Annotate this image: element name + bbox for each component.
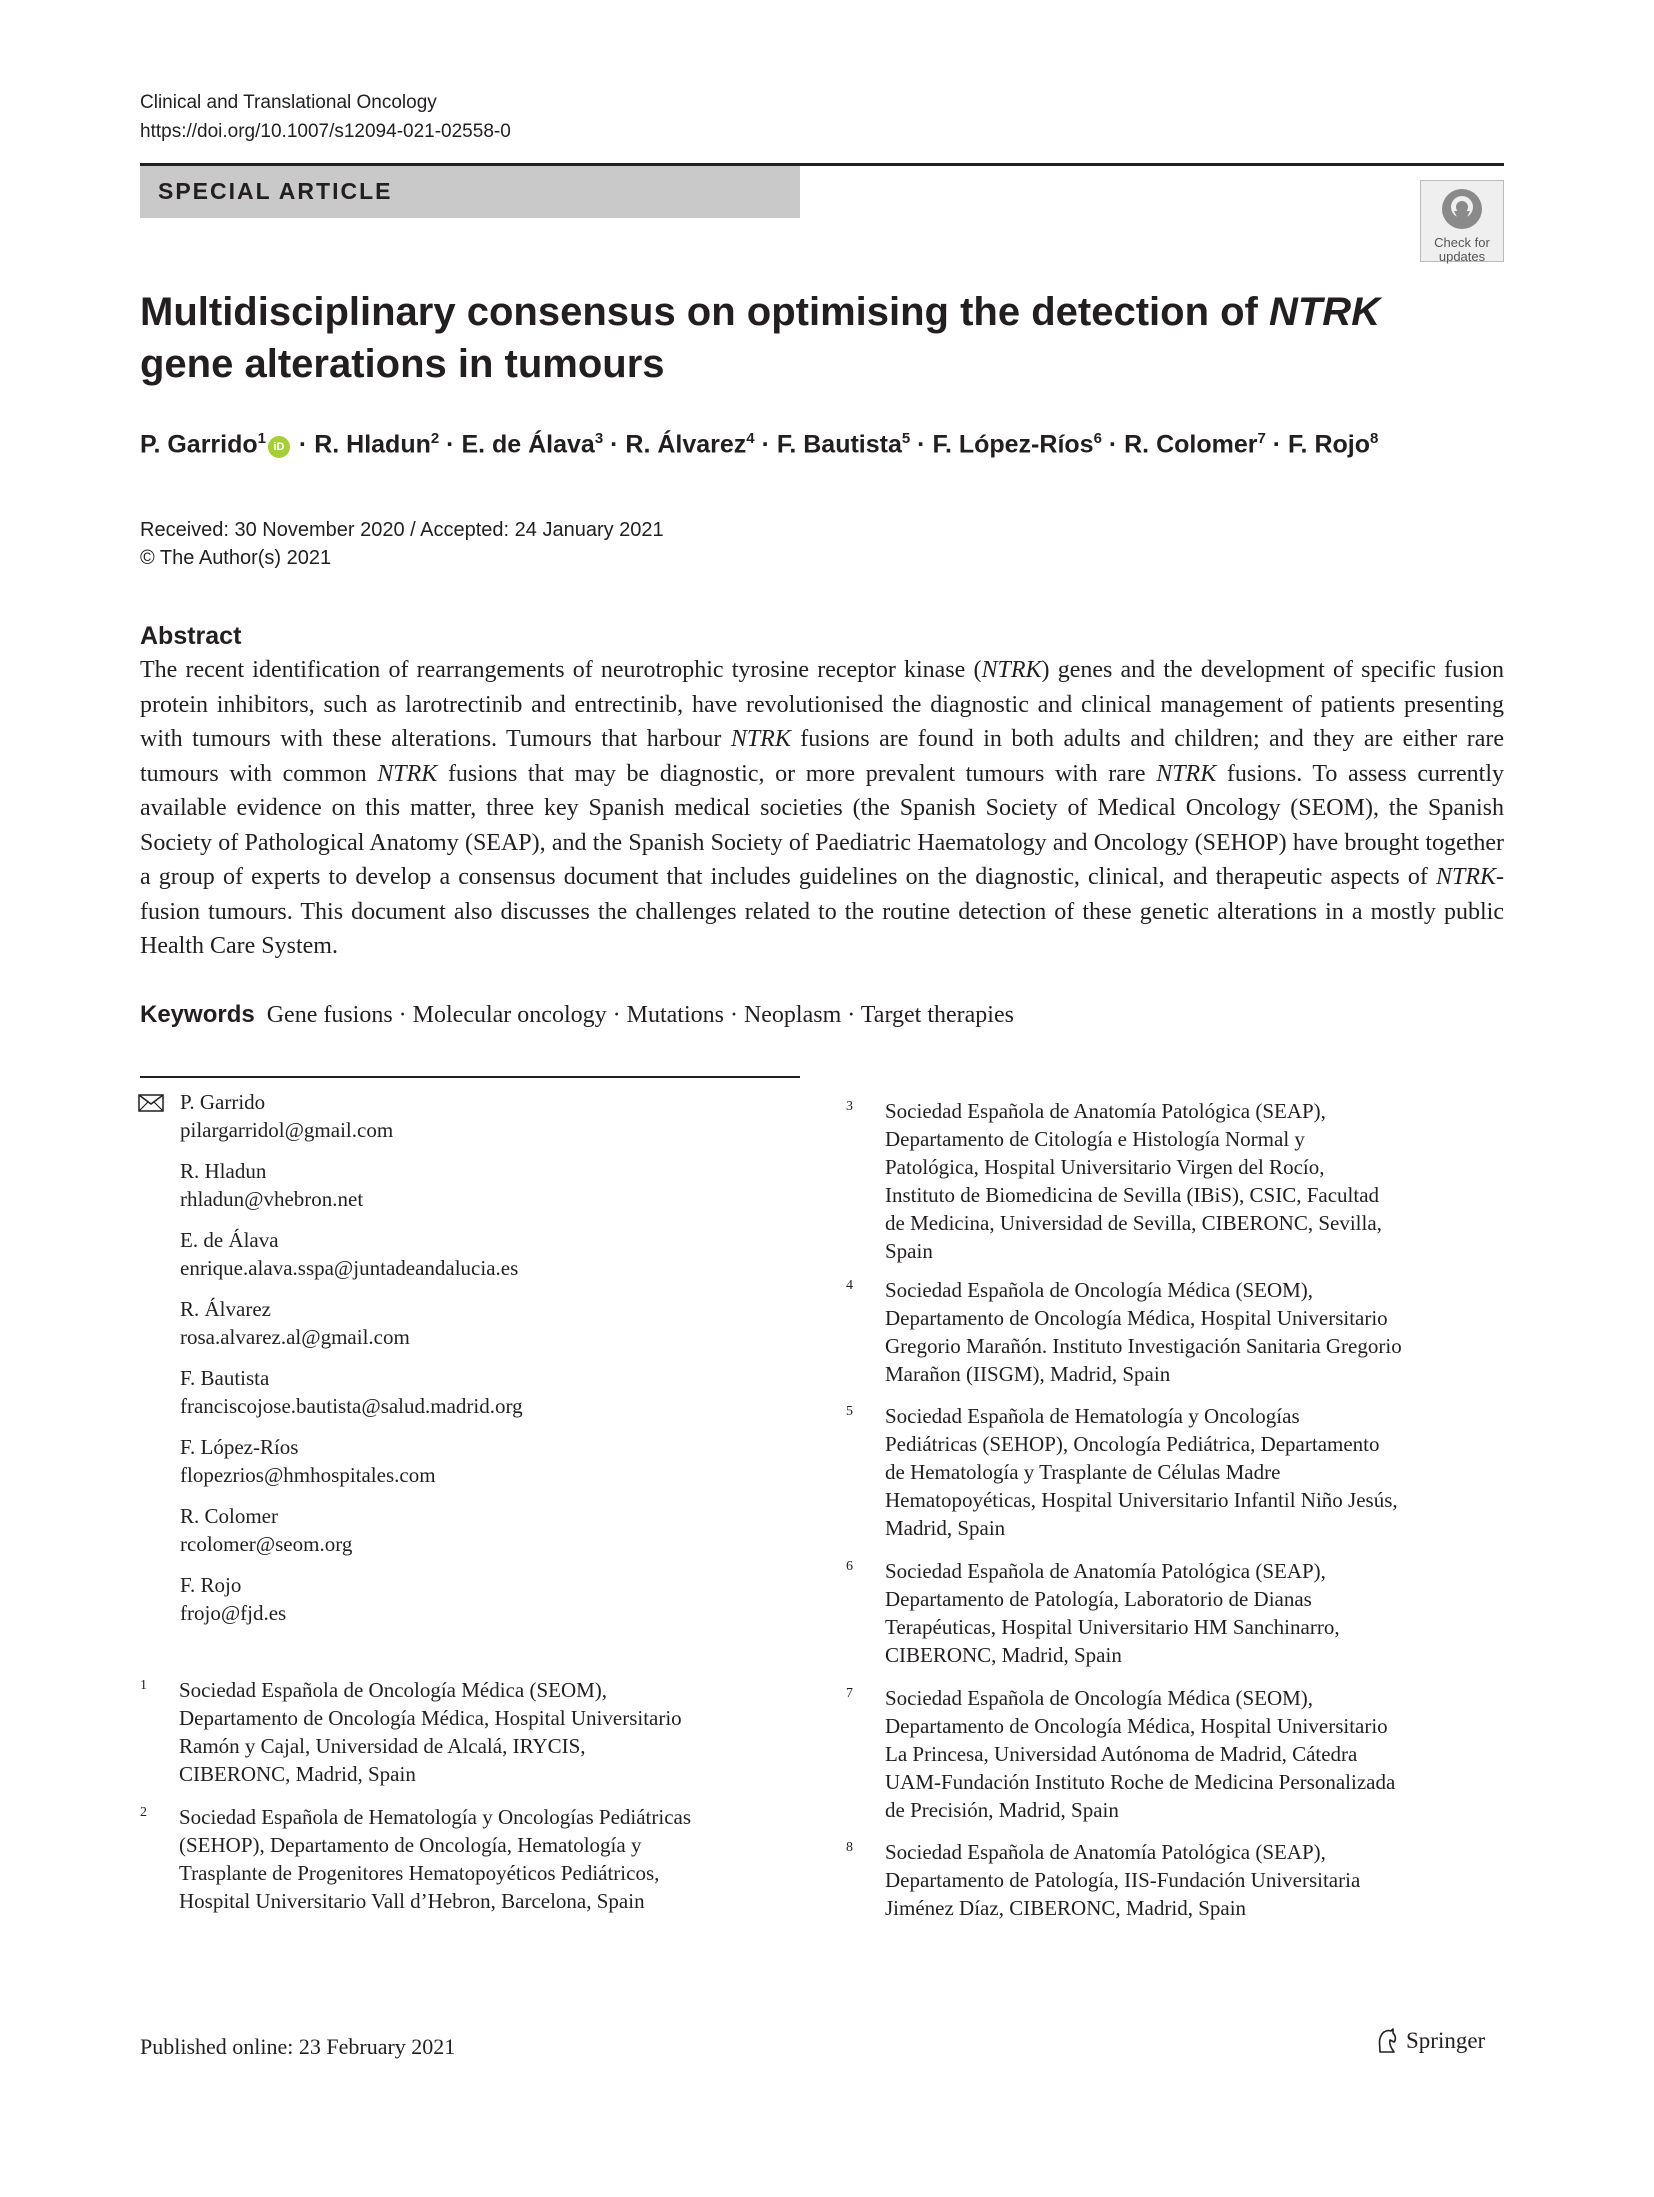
contact-name: E. de Álava [180,1228,279,1252]
check-for-updates-badge[interactable] [1420,180,1504,262]
author-separator: · [439,430,462,459]
affiliation-number: 2 [140,1805,147,1820]
publisher-name: Springer [1406,2028,1486,2053]
author-affiliation-ref: 1 [257,430,266,447]
affiliation-line: Sociedad Española de Oncología Médica (SEOM), [885,1686,1314,1710]
contact-name: R. Colomer [180,1504,278,1528]
author-separator: · [910,430,933,459]
journal-header [140,88,511,146]
affiliation-line: Spain [885,1239,933,1263]
abstract-segment: fusions. To assess currently available evidence on this matter, three key Spanish medical societies (the Spanish Society of Medical Oncology (SEOM), the Spanish Society of Pathological Anatomy (SEAP), and the Spanish Society of Paediatric Haematology and Oncology (SEHOP) have brought together a group of experts to develop a consensus document that includes guidelines on the diagnostic, clinical, and therapeutic aspects of [140,760,1504,890]
affiliation-line: Departamento de Patología, Laboratorio de Dianas [885,1587,1312,1611]
affiliation-line: Marañon (IISGM), Madrid, Spain [885,1362,1171,1386]
affiliation-line: Jiménez Díaz, CIBERONC, Madrid, Spain [885,1896,1247,1920]
author-separator: · [603,430,626,459]
affiliation-line: Departamento de Oncología Médica, Hospital Universitario [885,1714,1388,1738]
gene-name: NTRK [981,657,1042,683]
abstract-segment: ) genes and the development of specific fusion protein inhibitors, such as larotrectinib and entrectinib, have revolutionised the diagnostic and clinical management of patients presenting with tumours with these alterations. Tumours that harbour [140,657,1504,752]
affiliation-8 [846,1838,1506,1922]
publisher-logo [1374,2028,1485,2054]
affiliation-line: de Medicina, Universidad de Sevilla, CIBERONC, Sevilla, [885,1211,1382,1235]
affiliation-line: Trasplante de Progenitores Hematopoyéticos Pediátricos, [179,1861,660,1885]
affiliation-line: Terapéuticas, Hospital Universitario HM Sanchinarro, [885,1615,1340,1639]
affiliation-3 [846,1097,1506,1265]
affiliation-line: Sociedad Española de Hematología y Oncologías [885,1404,1300,1428]
author-separator: · [1101,430,1125,459]
affiliation-line: Sociedad Española de Anatomía Patológica (SEAP), [885,1099,1326,1123]
author-list [140,430,1500,459]
article-title: Multidisciplinary consensus on optimising the detection of NTRK gene alterations in tumours [140,290,1381,386]
affiliation-line: Departamento de Oncología Médica, Hospital Universitario [885,1306,1388,1330]
contact-email[interactable]: rcolomer@seom.org [180,1532,353,1556]
affiliation-line: Ramón y Cajal, Universidad de Alcalá, IRYCIS, [179,1734,586,1758]
contact-entry [180,1571,800,1627]
contact-email[interactable]: pilargarridol@gmail.com [180,1118,394,1142]
journal-name: Clinical and Translational Oncology [140,92,437,113]
affiliation-line: CIBERONC, Madrid, Spain [179,1762,416,1786]
affiliation-line: Sociedad Española de Anatomía Patológica (SEAP), [885,1840,1326,1864]
affiliation-text [885,1402,1398,1542]
contact-entry [180,1088,800,1144]
gene-name: NTRK [1435,864,1496,890]
springer-horse-icon [1374,2028,1400,2054]
check-for-updates-label: Check for updates [1434,235,1490,264]
affiliation-line: Sociedad Española de Oncología Médica (SEOM), [885,1278,1314,1302]
copyright: © The Author(s) 2021 [140,547,332,569]
author-name: F. López-Ríos [932,430,1094,459]
affiliation-number: 6 [846,1559,853,1574]
contact-name: P. Garrido [180,1090,266,1114]
affiliation-4 [846,1276,1506,1388]
author-affiliation-ref: 3 [594,430,604,447]
affiliation-number: 8 [846,1840,853,1855]
author-affiliation-ref: 5 [901,430,911,447]
contact-name: R. Hladun [180,1159,267,1183]
affiliation-line: Pediátricas (SEHOP), Oncología Pediátrica, Departamento [885,1432,1380,1456]
affiliation-text [885,1276,1402,1388]
author-name: P. Garrido [140,430,258,459]
author-affiliation-ref: 6 [1093,430,1102,447]
affiliation-text [885,1097,1382,1265]
affiliation-line: Madrid, Spain [885,1516,1006,1540]
author-affiliation-ref: 2 [430,430,440,447]
affiliation-5 [846,1402,1506,1542]
affiliation-line: Gregorio Marañón. Instituto Investigación Sanitaria Gregorio [885,1334,1402,1358]
affiliation-line: Departamento de Patología, IIS-Fundación Universitaria [885,1868,1361,1892]
affiliation-line: Patológica, Hospital Universitario Virgen del Rocío, [885,1155,1325,1179]
abstract-text [140,653,1504,964]
contact-entry [180,1502,800,1558]
author-name: E. de Álava [461,430,595,459]
contact-entry [180,1295,800,1351]
contact-entry [180,1226,800,1282]
contact-name: R. Álvarez [180,1297,271,1321]
affiliation-line: de Precisión, Madrid, Spain [885,1798,1119,1822]
contact-email[interactable]: enrique.alava.sspa@juntadeandalucia.es [180,1256,519,1280]
envelope-icon [138,1094,164,1112]
abstract-segment: The recent identification of rearrangements of neurotrophic tyrosine receptor kinase ( [140,657,982,683]
author-affiliation-ref: 8 [1369,430,1379,447]
title-gene-name: NTRK [1268,290,1381,334]
contact-email[interactable]: frojo@fjd.es [180,1601,287,1625]
affiliation-line: (SEHOP), Departamento de Oncología, Hematología y [179,1833,642,1857]
abstract-segment: fusions are found in both adults and children; and they are either rare tumours with common [140,726,1504,787]
contact-list [180,1088,800,1640]
affiliation-7 [846,1684,1506,1824]
affiliation-line: Sociedad Española de Oncología Médica (SEOM), [179,1678,608,1702]
contact-entry [180,1157,800,1213]
affiliation-line: Hematopoyéticas, Hospital Universitario Infantil Niño Jesús, [885,1488,1398,1512]
author-name: F. Rojo [1288,430,1370,459]
affiliation-6 [846,1557,1506,1669]
published-online: Published online: 23 February 2021 [140,2034,456,2059]
affiliation-number: 1 [140,1678,147,1693]
affiliation-line: Sociedad Española de Hematología y Oncologías Pediátricas [179,1805,692,1829]
affiliation-number: 5 [846,1404,853,1419]
crossmark-icon [1440,187,1484,231]
affiliation-number: 4 [846,1278,853,1293]
contact-name: F. Bautista [180,1366,270,1390]
received-accepted: Received: 30 November 2020 / Accepted: 24 January 2021 [140,519,664,541]
contact-email[interactable]: rosa.alvarez.al@gmail.com [180,1325,410,1349]
keywords [140,998,1504,1032]
contacts-rule [140,1076,800,1078]
author-name: R. Álvarez [625,430,747,459]
contact-email[interactable]: flopezrios@hmhospitales.com [180,1463,436,1487]
contact-entry [180,1433,800,1489]
affiliation-text [179,1676,682,1788]
affiliation-text [885,1684,1395,1824]
gene-name: NTRK [377,760,438,787]
keywords-list: Gene fusions · Molecular oncology · Mutations · Neoplasm · Target therapies [266,1002,1014,1028]
contact-entry [180,1364,800,1420]
author-separator: · [291,430,315,459]
affiliation-1 [140,1676,800,1788]
contact-name: F. Rojo [180,1573,242,1597]
doi-link[interactable]: https://doi.org/10.1007/s12094-021-02558-0 [140,121,511,142]
affiliation-line: Sociedad Española de Anatomía Patológica (SEAP), [885,1559,1326,1583]
abstract-segment: fusions that may be diagnostic, or more prevalent tumours with rare [437,760,1157,787]
author-name: F. Bautista [776,430,902,459]
affiliation-text [179,1803,691,1915]
affiliation-line: Hospital Universitario Vall d’Hebron, Barcelona, Spain [179,1889,645,1913]
affiliation-text [885,1838,1360,1922]
contact-email[interactable]: franciscojose.bautista@salud.madrid.org [180,1394,523,1418]
affiliation-number: 7 [846,1686,853,1701]
abstract-heading: Abstract [140,622,242,650]
section-label: SPECIAL ARTICLE [158,178,393,204]
keywords-label: Keywords [140,1001,255,1028]
contact-email[interactable]: rhladun@vhebron.net [180,1187,364,1211]
affiliation-line: La Princesa, Universidad Autónoma de Madrid, Cátedra [885,1742,1358,1766]
gene-name: NTRK [1156,760,1217,787]
contact-name: F. López-Ríos [180,1435,299,1459]
author-affiliation-ref: 7 [1257,430,1266,447]
author-separator: · [1265,430,1289,459]
affiliation-line: de Hematología y Trasplante de Células Madre [885,1460,1281,1484]
author-name: R. Hladun [314,430,431,459]
affiliation-line: Instituto de Biomedicina de Sevilla (IBiS), CSIC, Facultad [885,1183,1380,1207]
article-dates [140,516,664,572]
author-affiliation-ref: 4 [746,430,755,447]
affiliation-line: Departamento de Citología e Histología Normal y [885,1127,1305,1151]
gene-name: NTRK [730,726,791,752]
affiliation-2 [140,1803,800,1915]
affiliation-text [885,1557,1340,1669]
author-separator: · [754,430,777,459]
affiliation-line: Departamento de Oncología Médica, Hospital Universitario [179,1706,682,1730]
affiliation-line: UAM-Fundación Instituto Roche de Medicina Personalizada [885,1770,1396,1794]
author-name: R. Colomer [1124,430,1258,459]
affiliation-line: CIBERONC, Madrid, Spain [885,1643,1122,1667]
orcid-icon[interactable]: iD [268,436,290,458]
abstract-segment: -fusion tumours. This document also discusses the challenges related to the routine detection of these genetic alterations in a mostly public Health Care System. [140,864,1504,959]
affiliation-number: 3 [846,1099,853,1114]
